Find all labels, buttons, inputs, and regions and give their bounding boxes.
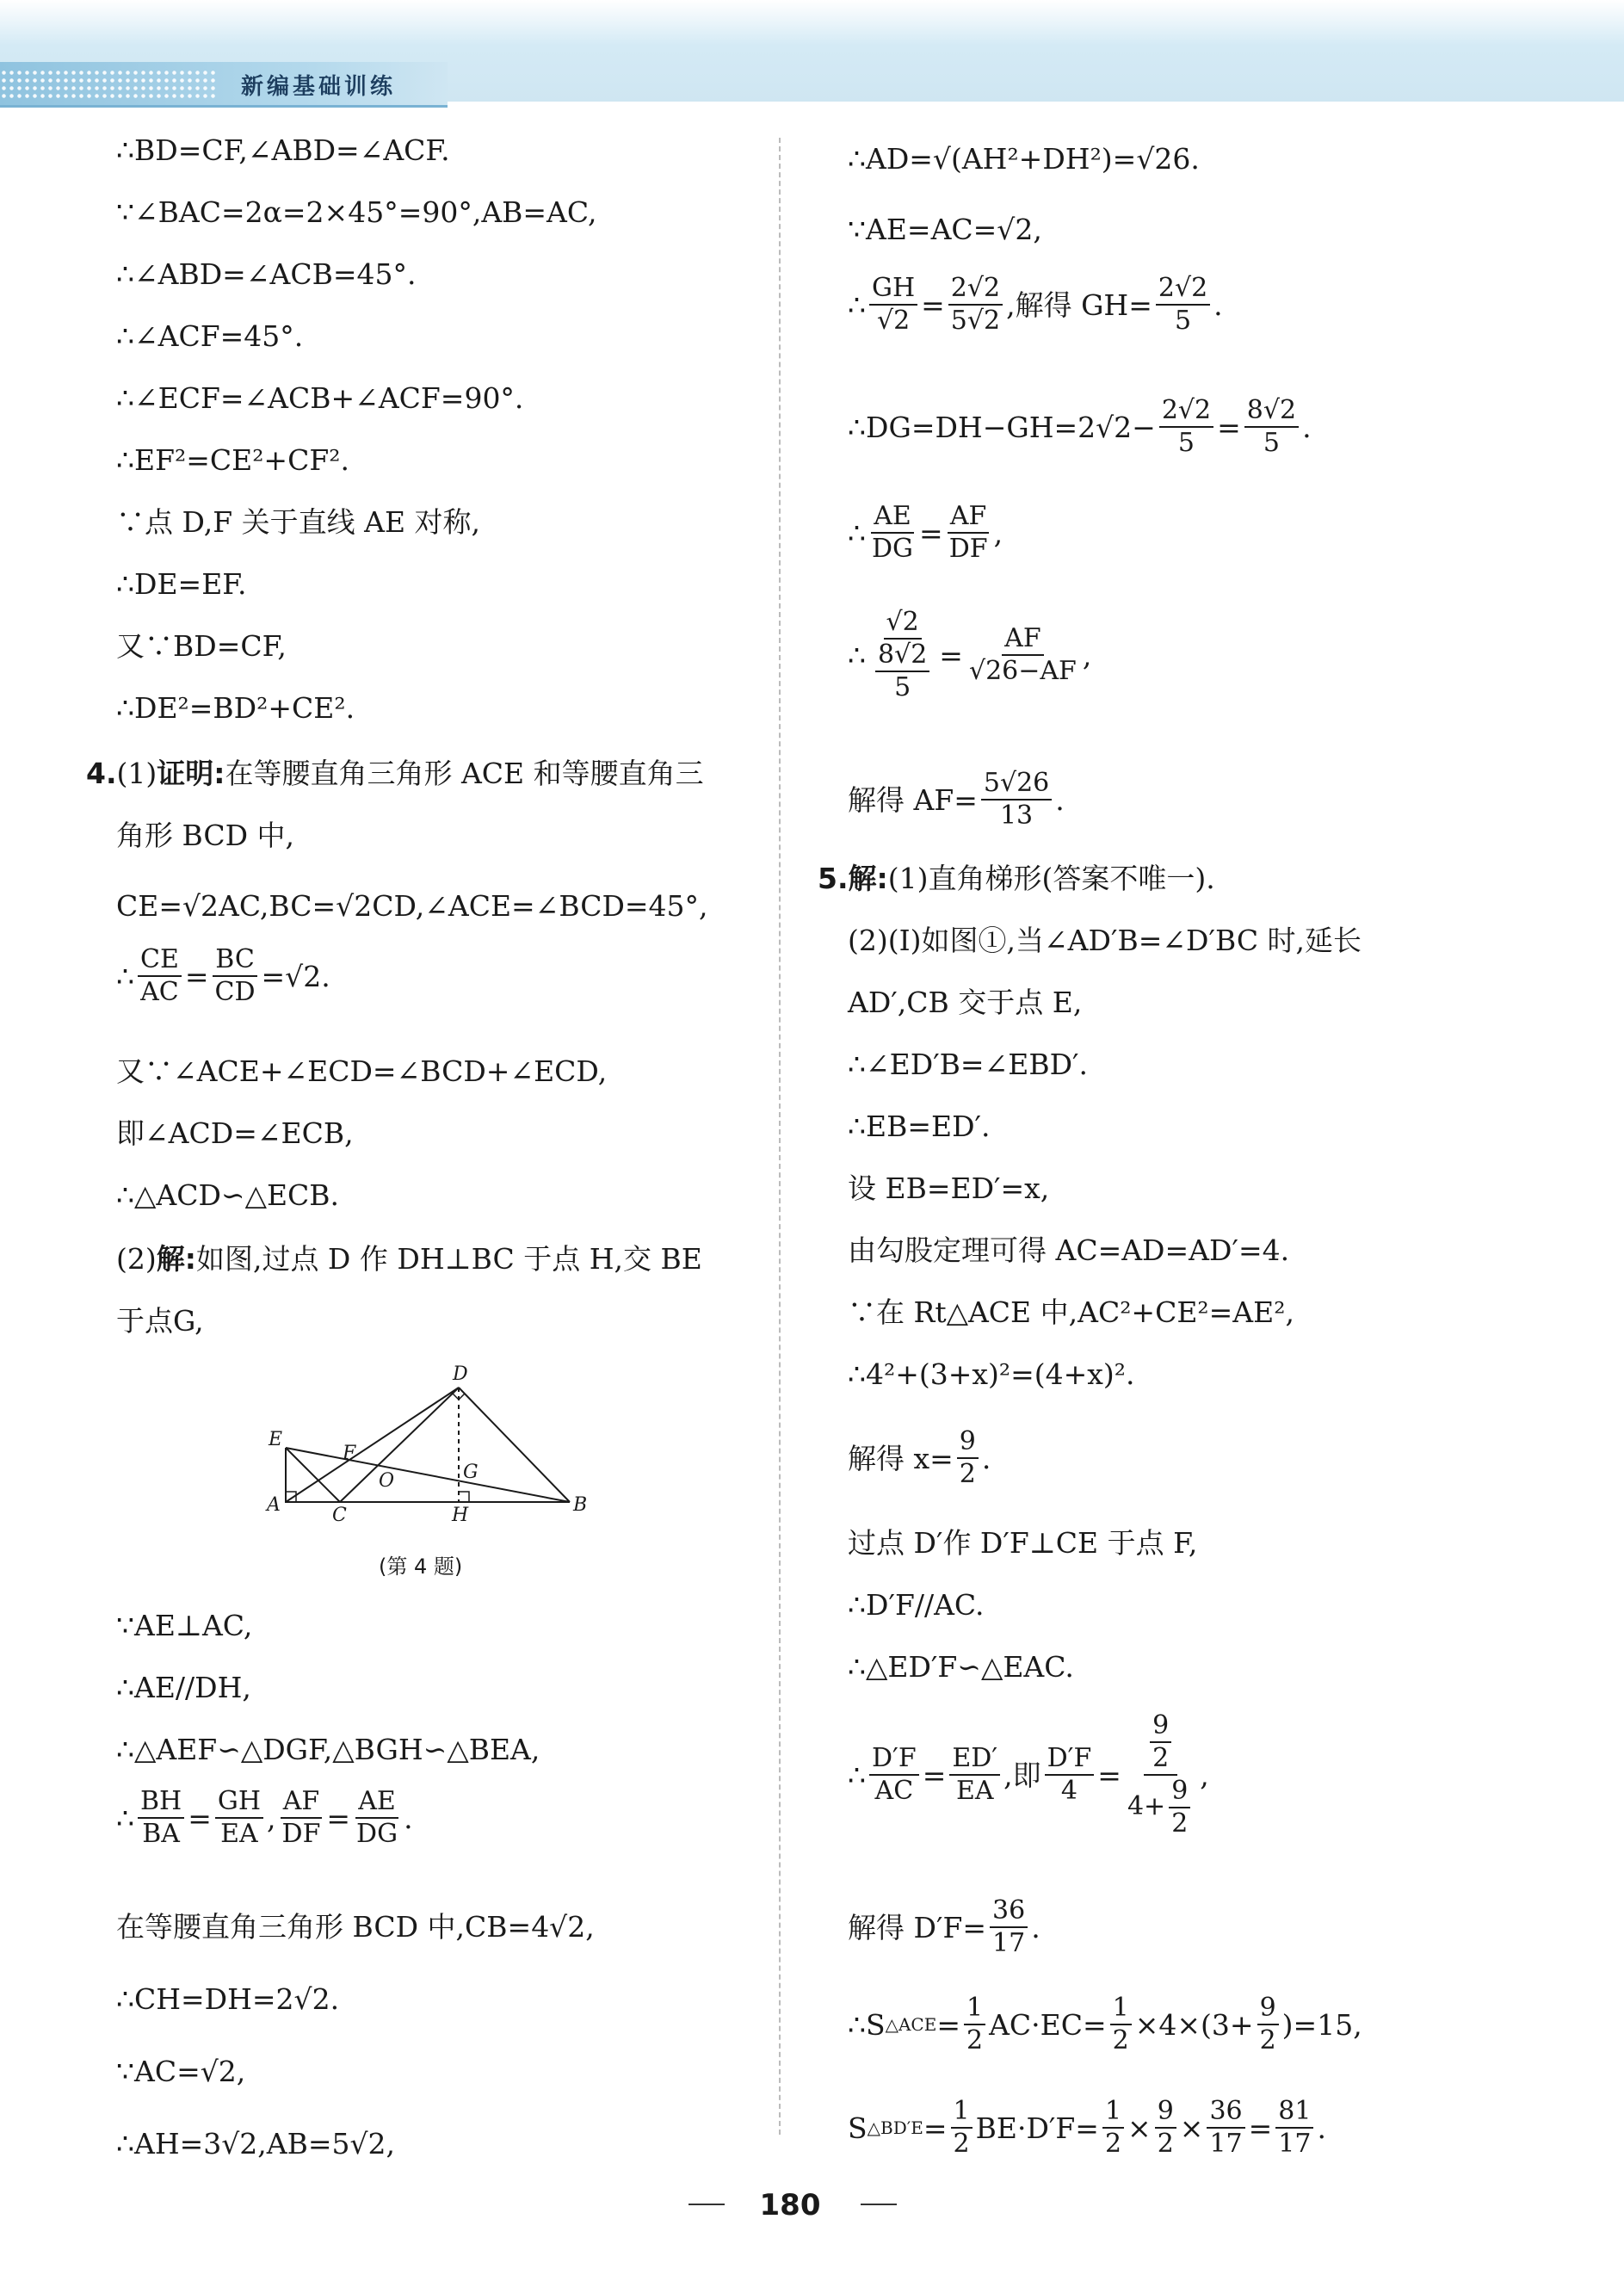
point-label-e: E [269,1429,283,1450]
denominator [869,640,935,701]
page-number: 180 [759,2188,821,2222]
fraction [948,275,1003,334]
fraction [869,1743,919,1806]
equation-line [116,944,330,1007]
denominator: 2 [1104,2129,1122,2159]
column-divider [779,138,781,2135]
fraction [1257,1995,1279,2054]
numerator [1144,1710,1177,1776]
text-line: CE=√2AC,BC=√2CD,∠ACE=∠BCD=45°, [116,889,708,923]
compound-fraction [869,609,935,701]
fraction [1275,2096,1313,2159]
text-line: ∴∠ACF=45°. [116,319,304,353]
text-segment: ,即 [1003,1758,1041,1792]
text-line: 设 EB=ED′=x, [848,1171,1050,1205]
text-line: ∴∠ECF=∠ACB+∠ACF=90°. [116,381,524,415]
text-segment: (3+ [1201,2007,1254,2042]
denominator: 2 [1171,1808,1189,1839]
text-line: ∴BD=CF,∠ABD=∠ACF. [116,133,450,167]
equals-sign: = [326,1801,351,1835]
denominator: 5√2 [950,306,1001,336]
denominator: 5 [1263,428,1280,458]
equation-line [848,1426,991,1489]
text-line: ∴△ED′F∽△EAC. [848,1650,1074,1684]
numerator: D′F [869,1746,919,1776]
denominator: 17 [992,1928,1026,1958]
solution-label: 解: [848,862,888,895]
point-label-a: A [267,1494,281,1516]
part-2-line [116,1242,702,1276]
fraction [1169,1778,1190,1837]
line-segment-eb [286,1448,570,1502]
period: . [1213,287,1223,322]
text-segment: S [848,2111,868,2145]
text-line: (2)(Ⅰ)如图①,当∠AD′B=∠D′BC 时,延长 [848,924,1362,957]
fraction [949,1743,1000,1806]
fraction [966,623,1079,686]
numerator: BH [138,1789,184,1819]
denominator: CD [214,977,256,1007]
numerator: 36 [990,1898,1028,1928]
fraction [947,501,991,564]
equation-line [848,770,1065,829]
text-segment: ×4× [1134,2007,1201,2042]
line-segment-cd [340,1388,459,1502]
equation-line [848,1895,1040,1958]
denominator: DG [356,1819,398,1849]
text-segment: × [1179,2111,1204,2145]
text-segment: 解得 D′F= [848,1910,986,1944]
fraction [215,1786,263,1849]
numerator: 1 [951,2099,973,2129]
equals-sign: = [923,2111,948,2145]
equation-line [848,609,1091,701]
comma: , [1200,1758,1209,1792]
fraction [1045,1743,1095,1806]
numerator: BC [213,947,257,977]
fraction [1150,1710,1171,1773]
compound-fraction [1125,1710,1196,1839]
line-segment-ad [286,1388,459,1502]
text-line: ∴∠ED′B=∠EBD′. [848,1048,1089,1081]
fraction [869,275,917,334]
equals-sign: = [188,1801,212,1835]
text-line: 于点G, [116,1304,204,1338]
fraction [869,501,916,564]
denominator: 2 [1259,2025,1276,2055]
numerator: D′F [1045,1746,1095,1776]
therefore-symbol: ∴ [848,1758,866,1792]
text-segment: ,解得 GH= [1006,287,1152,322]
text-segment: (1)直角梯形(答案不唯一). [887,862,1215,895]
text-line: ∴EF²=CE²+CF². [116,443,349,477]
part-label: (1) [116,757,157,790]
text-line: ∴△ACD∽△ECB. [116,1178,340,1212]
text-segment: 解得 x= [848,1441,954,1475]
right-angle-mark-h [459,1492,469,1502]
text-line: ∴DE²=BD²+CE². [116,691,355,725]
equals-sign: = [939,638,963,672]
proof-label: 证明: [157,757,225,790]
text-segment: =√2. [261,959,330,993]
period: . [1317,2111,1326,2145]
text-line: ∴AE//DH, [116,1671,251,1704]
subscript: △BD′E [867,2117,923,2138]
numerator: 1 [1110,1995,1132,2025]
text-line: 又∵∠ACE+∠ECD=∠BCD+∠ECD, [116,1054,608,1088]
therefore-symbol: ∴ [848,516,866,550]
fraction [957,1426,979,1489]
period: . [1031,1910,1040,1944]
comma: , [1082,638,1092,672]
point-label-b: B [573,1494,588,1516]
numerator: AE [871,504,914,534]
denominator: √2 [876,306,911,336]
therefore-symbol: ∴ [116,959,134,993]
numerator: ED′ [949,1746,1000,1776]
numerator: 9 [957,1429,979,1459]
equals-sign: = [921,287,945,322]
problem-number: 4. [86,757,117,790]
text-segment: ∴S [848,2007,886,2042]
fraction [1244,395,1299,458]
period: . [404,1801,413,1835]
denominator: DG [872,534,914,564]
therefore-symbol: ∴ [848,638,866,672]
fraction [213,944,258,1007]
numerator: AF [948,504,989,534]
subscript: △ACE [885,2014,937,2035]
text-segment: BE·D′F= [975,2111,1099,2145]
denominator: 5 [894,672,911,702]
fraction [1102,2096,1124,2159]
equation-line [116,1786,413,1849]
point-label-c: C [332,1505,347,1526]
problem-4-line [86,759,704,788]
denominator: DF [948,534,988,564]
period: . [981,1441,991,1475]
text-line: ∴DE=EF. [116,567,247,601]
equals-sign: = [1217,410,1241,444]
fraction [1155,2096,1176,2159]
text-line: ∵AE=AC=√2, [848,213,1042,246]
point-label-o: O [379,1470,395,1492]
comma: , [267,1801,276,1835]
header-dots-decoration [0,69,215,100]
footer-dash-left [689,2204,725,2205]
fraction [1207,2096,1244,2159]
text-segment: 解得 AF= [848,782,978,817]
therefore-symbol: ∴ [848,287,866,322]
period: . [1055,782,1065,817]
fraction [138,944,182,1007]
fraction [981,770,1052,829]
denominator: BA [142,1819,180,1849]
text-line: ∴EB=ED′. [848,1110,991,1143]
text-line: ∵AE⊥AC, [116,1609,253,1642]
text-line: ∴D′F//AC. [848,1588,985,1622]
equation-line [848,395,1312,458]
text-line: ∴CH=DH=2√2. [116,1982,340,2016]
equation-line [848,501,1003,564]
denominator: 2 [959,1459,976,1489]
denominator: 2 [966,2025,984,2055]
denominator: EA [220,1819,258,1849]
comma: , [993,516,1003,550]
problem-4-figure [258,1364,602,1528]
equation-line [848,2096,1326,2159]
fraction [1156,275,1210,334]
fraction [138,1786,184,1849]
denominator: EA [955,1776,994,1806]
numerator: 9 [1155,2099,1176,2129]
period: . [1302,410,1312,444]
equals-sign: = [1097,1758,1121,1792]
denominator: 4 [1060,1776,1078,1806]
numerator: 36 [1207,2099,1244,2129]
denominator: 2 [1157,2129,1174,2159]
numerator: 2√2 [1156,275,1210,306]
point-label-d: D [453,1364,468,1385]
equals-sign: = [922,1758,947,1792]
text-line: ∴4²+(3+x)²=(4+x)². [848,1357,1135,1391]
numerator: GH [869,275,917,306]
fraction [951,2096,973,2159]
footer-dash-right [861,2204,897,2205]
text-segment: 4+ [1127,1791,1166,1821]
fraction [354,1786,400,1849]
point-label-g: G [463,1462,479,1483]
numerator: 9 [1257,1995,1279,2025]
solution-label: 解: [156,1242,196,1276]
text-line: ∵∠BAC=2α=2×45°=90°,AB=AC, [116,195,597,229]
text-line: 即∠ACD=∠ECB, [116,1116,354,1150]
denominator: AC [140,977,179,1007]
text-segment: × [1127,2111,1152,2145]
numerator: 2√2 [948,275,1003,306]
numerator: √2 [884,609,922,640]
text-segment: 如图,过点 D 作 DH⊥BC 于点 H,交 BE [195,1242,702,1276]
numerator: 9 [1169,1778,1190,1808]
text-line: ∴AH=3√2,AB=5√2, [116,2127,396,2160]
equals-sign: = [184,959,209,993]
numerator: 8√2 [1244,398,1299,428]
denominator: 13 [999,801,1034,831]
denominator: 17 [1278,2129,1312,2159]
text-segment: 在等腰直角三角形 ACE 和等腰直角三 [225,757,704,790]
numerator: 81 [1275,2099,1313,2129]
numerator: 8√2 [875,642,929,672]
numerator: 2√2 [1159,398,1213,428]
text-line: 过点 D′作 D′F⊥CE 于点 F, [848,1526,1198,1560]
numerator: 9 [1150,1713,1171,1743]
equals-sign: = [936,2007,960,2042]
therefore-symbol: ∴ [116,1801,134,1835]
fraction [1110,1995,1132,2054]
text-line: ∵点 D,F 关于直线 AE 对称, [116,505,481,539]
numerator: AF [1002,626,1043,656]
fraction [990,1895,1028,1958]
fraction [875,642,929,701]
text-line: 在等腰直角三角形 BCD 中,CB=4√2, [116,1910,595,1944]
text-line: 由勾股定理可得 AC=AD=AD′=4. [848,1233,1290,1267]
point-label-h: H [452,1505,469,1526]
equation-line [848,1710,1209,1839]
denominator: 2 [953,2129,970,2159]
problem-number: 5. [818,862,849,895]
point-label-f: F [343,1443,356,1464]
denominator: DF [281,1819,321,1849]
text-line: AD′,CB 交于点 E, [848,986,1083,1019]
figure-caption: (第 4 题) [379,1555,463,1579]
part-label: (2) [116,1242,157,1276]
fraction [964,1995,985,2054]
text-segment: AC·EC= [989,2007,1107,2042]
numerator: CE [138,947,182,977]
fraction [280,1786,324,1849]
equals-sign: = [1248,2111,1273,2145]
text-line: ∵在 Rt△ACE 中,AC²+CE²=AE², [848,1295,1294,1329]
denominator: 5 [1177,428,1195,458]
fraction [1159,395,1213,458]
header-banner [0,0,1624,102]
denominator: 17 [1209,2129,1243,2159]
text-line: ∵AC=√2, [116,2055,246,2088]
problem-5-line [818,864,1215,893]
denominator: 5 [1174,306,1192,336]
numerator: AF [281,1789,322,1819]
text-segment: )=15, [1281,2007,1362,2042]
numerator: 5√26 [981,770,1052,801]
book-title: 新编基础训练 [241,74,397,100]
denominator: AC [874,1776,914,1806]
text-line: ∴∠ABD=∠ACB=45°. [116,257,417,291]
text-line: ∴△AEF∽△DGF,△BGH∽△BEA, [116,1733,540,1766]
denominator: 2 [1152,1743,1170,1773]
denominator: 2 [1112,2025,1129,2055]
numerator: 1 [964,1995,985,2025]
text-line: ∴AD=√(AH²+DH²)=√26. [848,142,1200,176]
text-segment: ∴DG=DH−GH=2√2− [848,410,1156,444]
numerator: 1 [1102,2099,1124,2129]
denominator [1125,1776,1196,1837]
denominator: √26−AF [968,656,1077,686]
equals-sign: = [919,516,943,550]
numerator: AE [355,1789,398,1819]
text-line: 角形 BCD 中, [116,819,295,852]
numerator: GH [215,1789,263,1819]
text-line: 又∵BD=CF, [116,629,287,663]
equation-line [848,1995,1362,2054]
equation-line [848,275,1223,334]
